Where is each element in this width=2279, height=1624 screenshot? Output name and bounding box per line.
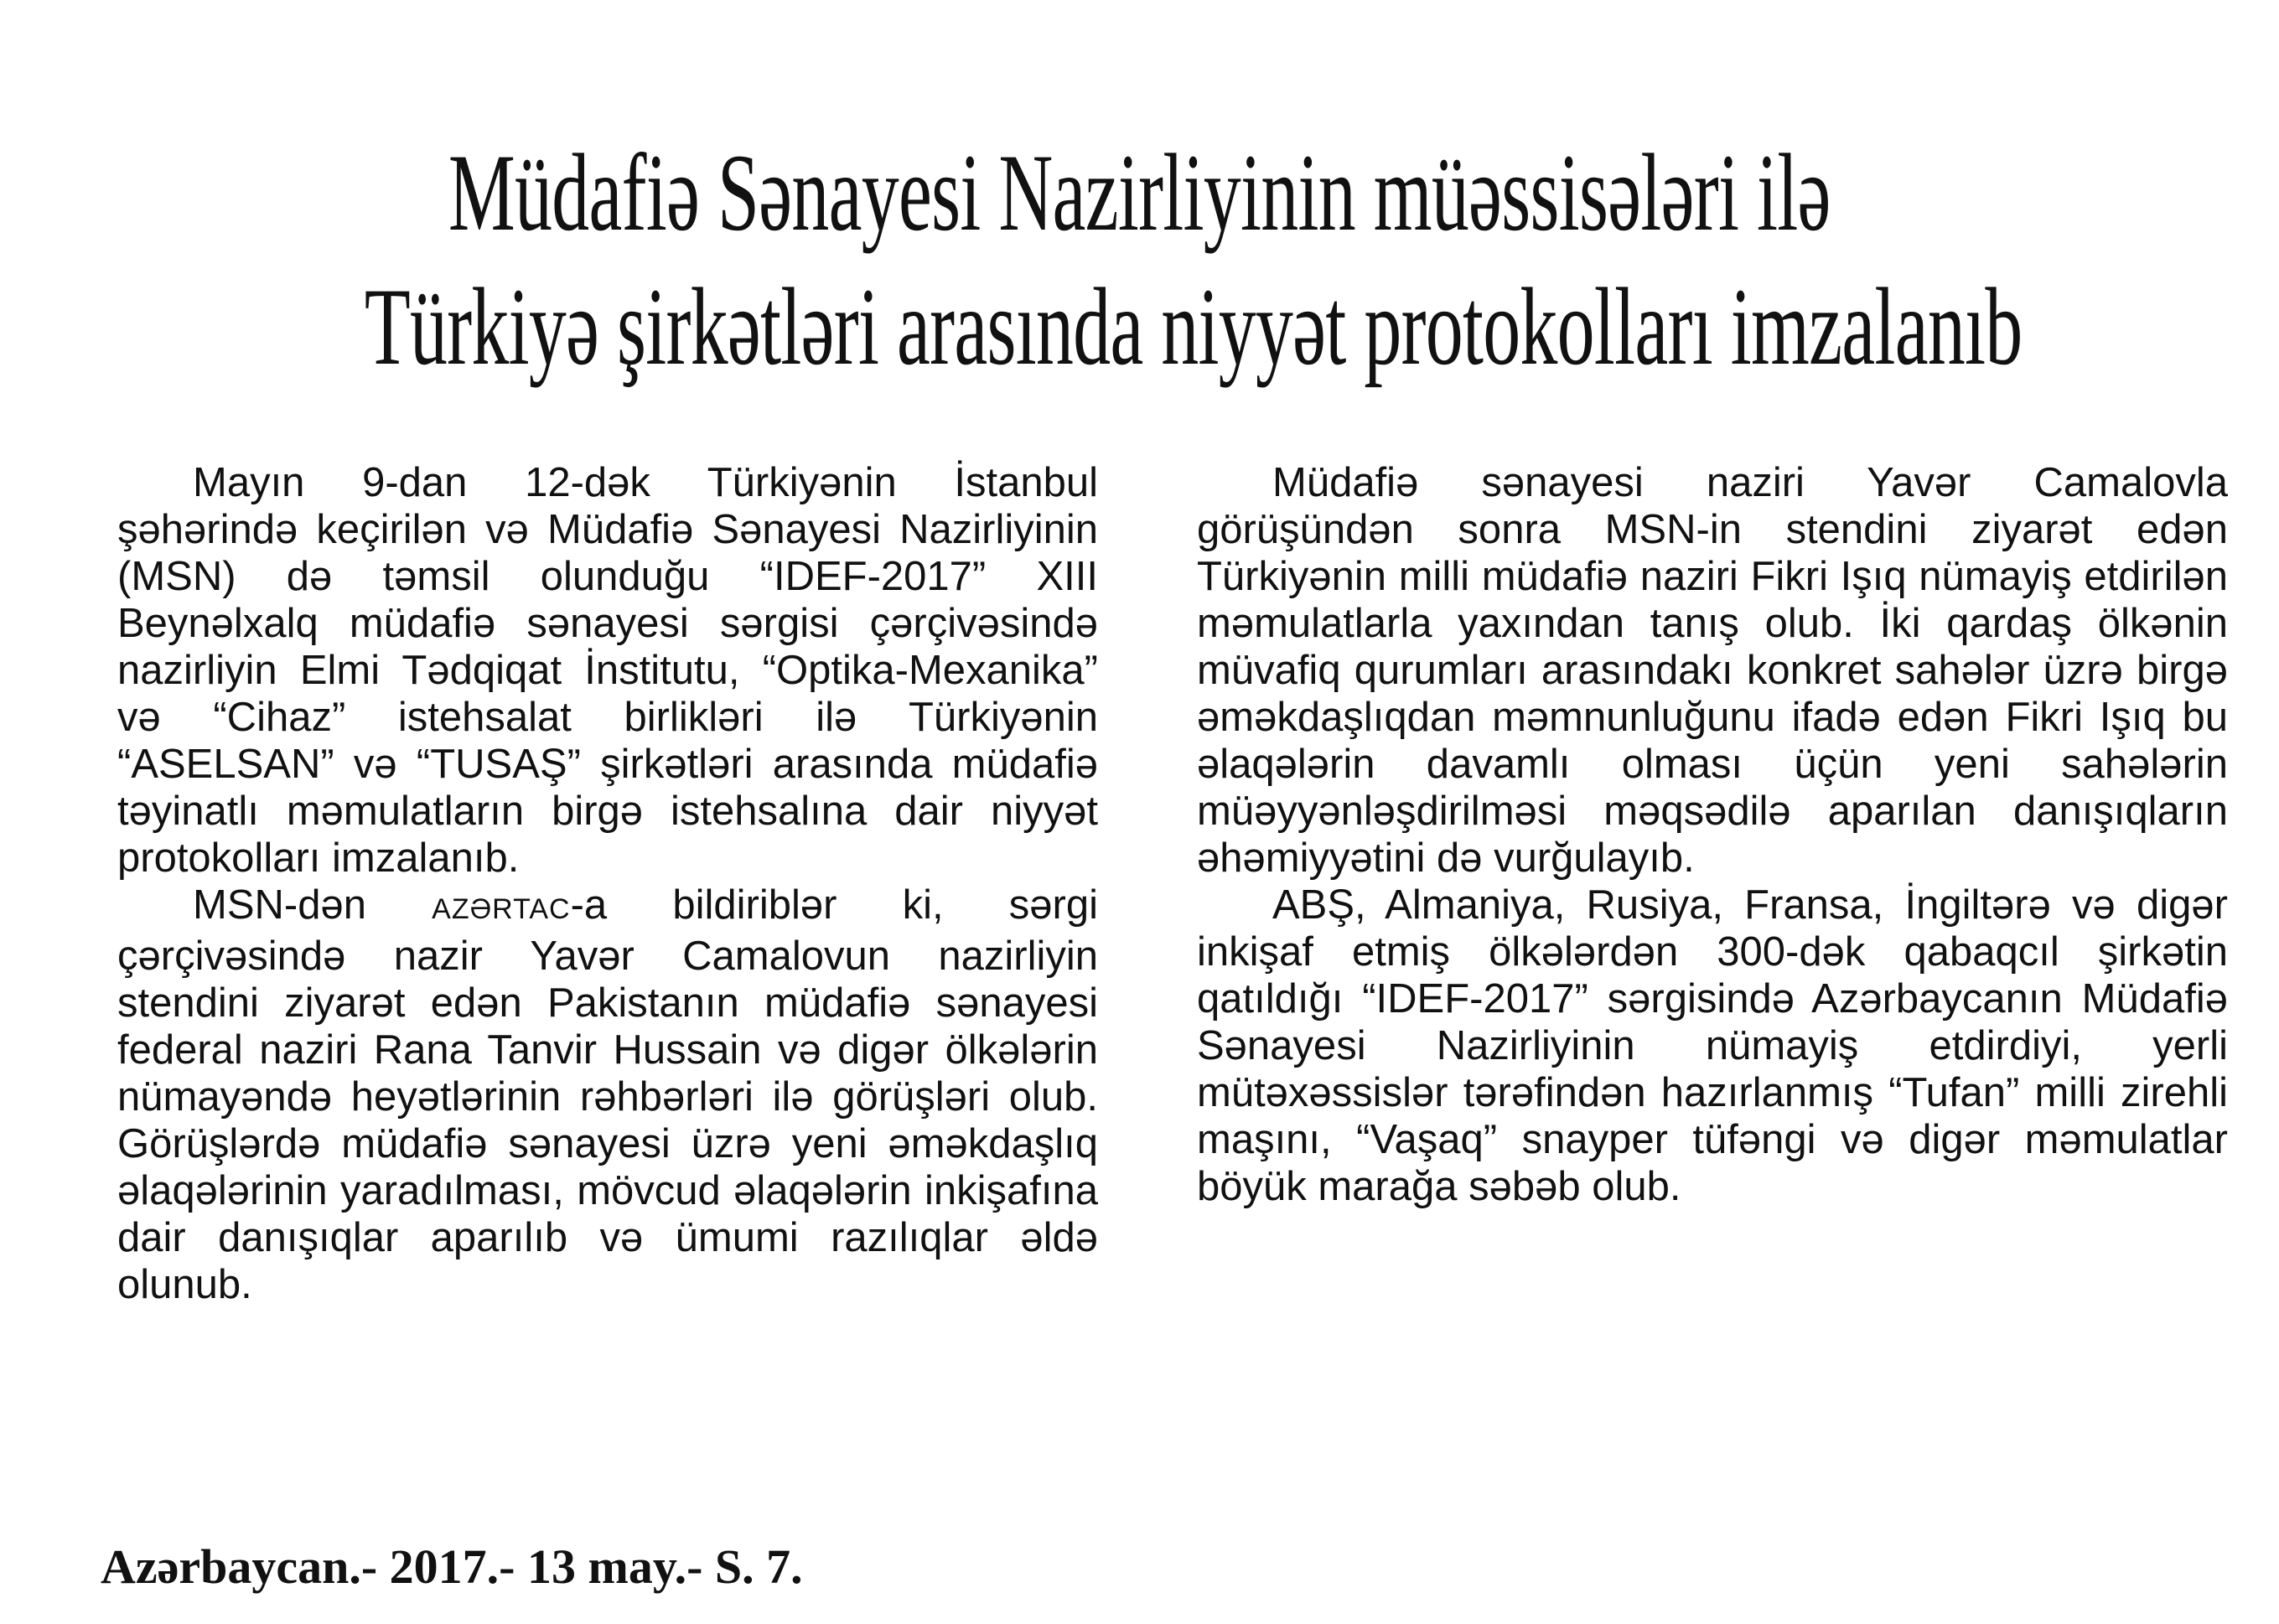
right-paragraph-2: ABŞ, Almaniya, Rusiya, Fransa, İngiltərə və digər inkişaf etmiş ölkələrdən 300-dək qabaqcıl şirkətin qatıldığı “IDEF-2017” sərgisində Azərbaycanın Müdafiə Sənayesi Nazirliyinin nümayiş etdirdiyi, yerli mütəxəssislər tərəfindən hazırlanmış “Tufan” milli zirehli maşını, “Vaşaq” snayper tüfəngi və digər məmulatlar böyük marağa səbəb olub. [1197,882,2228,1209]
agency-name: AZƏRTAC [432,893,571,925]
article-headline [364,126,2023,394]
headline-line-1: Müdafiə Sənayesi Nazirliyinin müəssisələri ilə [448,131,1831,254]
right-paragraph-1: Müdafiə sənayesi naziri Yavər Camalovla görüşündən sonra MSN-in stendini ziyarət edən Türkiyənin milli müdafiə naziri Fikri Işıq nümayiş etdirilən məmulatlarla yaxından tanış olub. İki qardaş ölkənin müvafiq qurumları arasındakı konkret sahələr üzrə birgə əməkdaşlıqdan məmnunluğunu ifadə edən Fikri Işıq bu əlaqələrin davamlı olması üçün yeni sahələrin müəyyənləşdirilməsi məqsədilə aparılan danışıqların əhəmiyyətini də vurğulayıb. [1197,460,2228,881]
left-paragraph-2 [117,882,1098,1308]
left-paragraph-2-start: MSN-dən [193,882,432,928]
source-citation: Azərbaycan.- 2017.- 13 may.- S. 7. [101,1539,803,1594]
article-column-right [1197,459,2228,1210]
article-column-left [117,459,1098,1308]
headline-line-2: Türkiyə şirkətləri arasında niyyət protokolları imzalanıb [364,265,2023,388]
left-paragraph-2-rest: -a bildiriblər ki, sərgi çərçivəsində nazir Yavər Camalovun nazirliyin stendini ziyarət edən Pakistanın müdafiə sənayesi federal naziri Rana Tanvir Hussain və digər ölkələrin nümayəndə heyətlərinin rəhbərləri ilə görüşləri olub. Görüşlərdə müdafiə sənayesi üzrə yeni əməkdaşlıq əlaqələrinin yaradılması, mövcud əlaqələrin inkişafına dair danışıqlar aparılıb və ümumi razılıqlar əldə olunub. [117,882,1098,1307]
left-paragraph-1: Mayın 9-dan 12-dək Türkiyənin İstanbul şəhərində keçirilən və Müdafiə Sənayesi Nazirliyinin (MSN) də təmsil olunduğu “IDEF-2017” XIII Beynəlxalq müdafiə sənayesi sərgisi çərçivəsində nazirliyin Elmi Tədqiqat İnstitutu, “Optika-Mexanika” və “Cihaz” istehsalat birlikləri ilə Türkiyənin “ASELSAN” və “TUSAŞ” şirkətləri arasında müdafiə təyinatlı məmulatların birgə istehsalına dair niyyət protokolları imzalanıb. [117,460,1098,881]
